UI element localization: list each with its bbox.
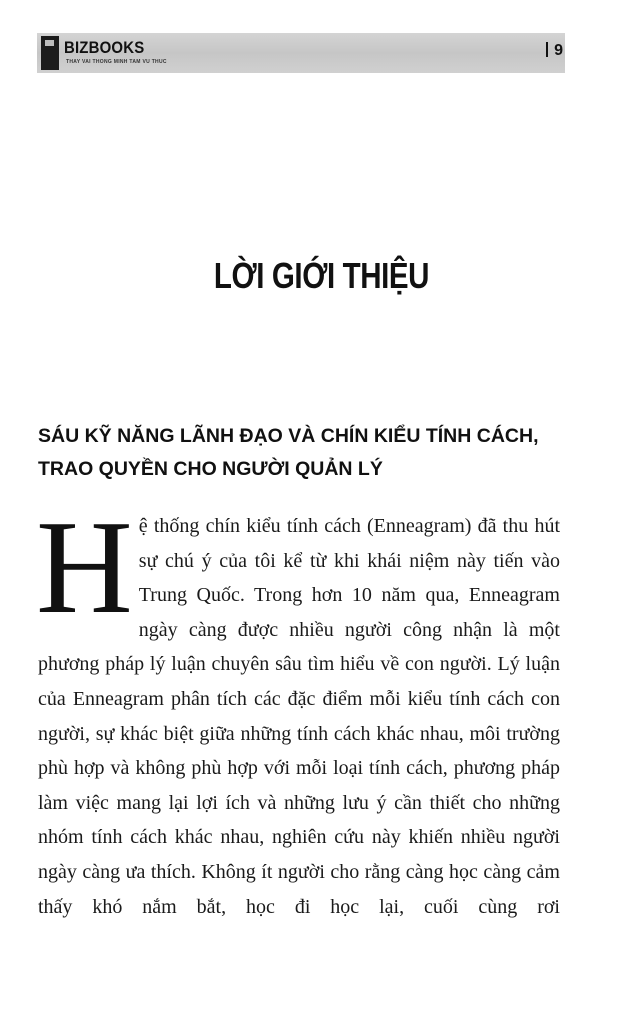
divider [546, 42, 548, 57]
paragraph-text: ệ thống chín kiểu tính cách (Enneagram) đã thu hút sự chú ý của tôi kể từ khi khái niệm này tiến vào Trung Quốc. Trong hơn 10 năm qua, Enneagram ngày càng được nhiều người công nhận là một phương pháp lý luận chuyên sâu tìm hiểu về con người. Lý luận của Enneagram phân tích các đặc điểm mỗi kiểu tính cách con người, sự khác biệt giữa những tính cách khác nhau, môi trường phù hợp và không phù hợp với mỗi loại tính cách, phương pháp làm việc mang lại lợi ích và những lưu ý cần thiết cho những nhóm tính cách khác nhau, nghiên cứu này khiến nhiều người ngày càng ưa thích. Không ít người cho rằng càng học càng cảm thấy khó nắm bắt, học đi học lại, cuối cùng rơi [38, 515, 560, 918]
subtitle-line-2: TRAO QUYỀN CHO NGƯỜI QUẢN LÝ [38, 458, 383, 480]
page-number-value: 9 [554, 42, 563, 59]
publisher-logo: BIZBOOKS [64, 38, 145, 57]
drop-cap: H [36, 493, 133, 641]
section-subtitle [38, 420, 608, 486]
page-number [546, 42, 563, 60]
bizbooks-logo-icon [41, 36, 59, 70]
publisher-tagline: THAY VAI THONG MINH TAM VU THUC [66, 59, 167, 65]
body-paragraph [36, 493, 560, 924]
subtitle-line-1: SÁU KỸ NĂNG LÃNH ĐẠO VÀ CHÍN KIỂU TÍNH CÁCH, [38, 425, 539, 447]
chapter-title: LỜI GIỚI THIỆU [213, 255, 430, 296]
